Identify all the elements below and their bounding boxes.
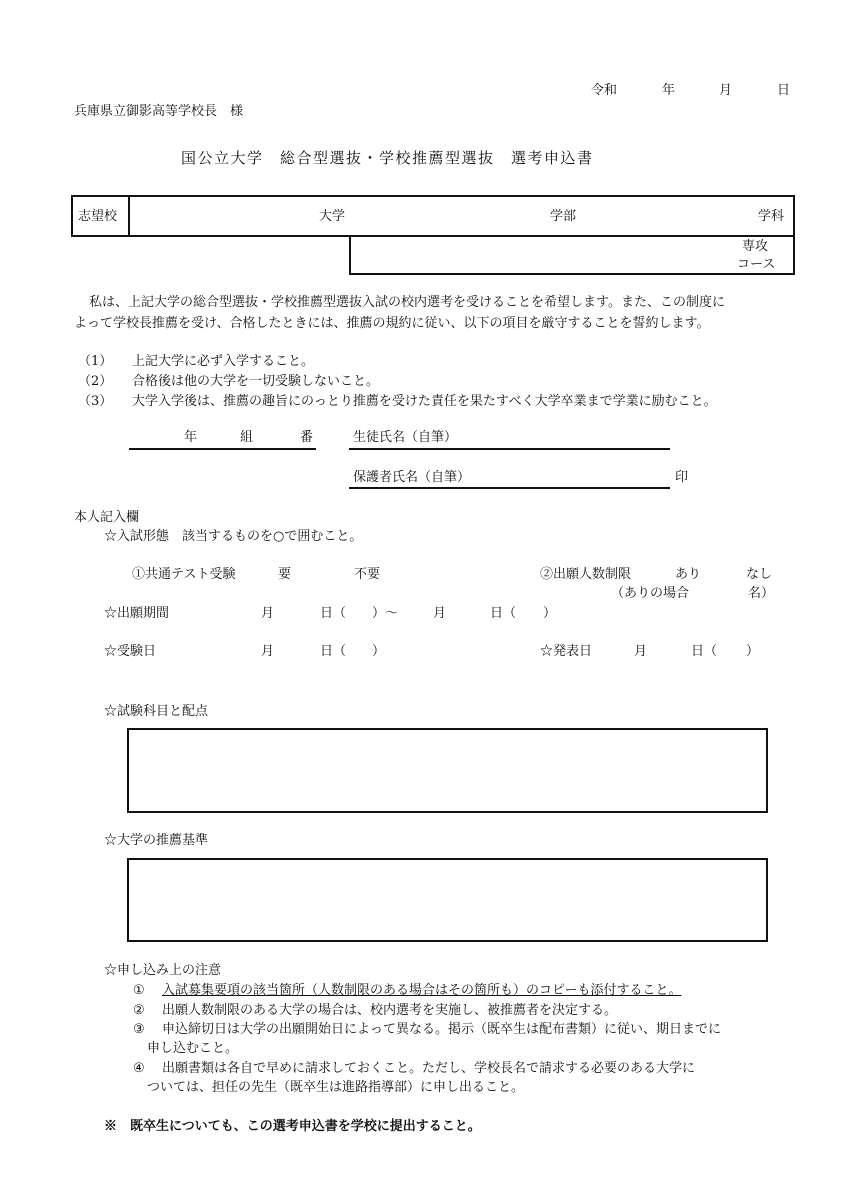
item-text: 合格後は他の大学を一切受験しないこと。 [132,374,380,389]
note-number: ② [133,1003,145,1018]
guardian-name-line[interactable] [349,487,670,489]
class-year-label: 年 [184,430,198,445]
pledge-line-1: 私は、上記大学の総合型選抜・学校推薦型選抜入試の校内選考を受けることを希望します。また、この制度に [89,295,725,310]
note-number: ③ [133,1022,145,1037]
note-text: 申込締切日は大学の出願開始日によって異なる。掲示（既卒生は配布書類）に従い、期日までに [162,1022,722,1037]
announce-day: 日（ [691,644,718,659]
exam-day-close: ） [372,644,386,659]
limit-yes[interactable]: あり [675,567,702,582]
common-test-not-required[interactable]: 不要 [354,567,381,582]
announce-close: ） [746,644,760,659]
date-year: 年 [662,83,676,98]
announce-label: ☆発表日 [540,644,593,659]
choice-divider [128,195,130,237]
date-era: 令和 [591,83,618,98]
criteria-box[interactable] [127,858,768,942]
choice-label: 志望校 [78,209,118,224]
notes-heading: ☆申し込み上の注意 [104,963,222,978]
addressee: 兵庫県立御影高等学校長 様 [74,104,244,119]
page-title: 国公立大学 総合型選抜・学校推薦型選抜 選考申込書 [181,149,594,167]
exam-day-day: 日（ [320,644,347,659]
major-box [349,235,795,275]
class-group-label: 組 [240,430,254,445]
period-start-month: 月 [261,606,275,621]
choice-department[interactable]: 学科 [758,209,785,224]
student-name-label: 生徒氏名（自筆） [353,430,458,445]
note-text: 入試募集要項の該当箇所（人数制限のある場合はその箇所も）のコピーも添付すること。 [162,983,682,998]
limit-note-close: 名） [748,586,775,601]
guardian-name-label: 保護者氏名（自筆） [353,470,471,485]
limit-no[interactable]: なし [746,567,773,582]
note-text: 申し込むこと。 [147,1041,239,1056]
note-number: ① [133,983,145,998]
exam-day-month: 月 [261,644,275,659]
announce-month: 月 [634,644,648,659]
subjects-label: ☆試験科目と配点 [104,704,209,719]
note-number: ④ [133,1061,145,1076]
period-label: ☆出願期間 [104,606,170,621]
period-end-close: ） [543,606,557,621]
choice-course[interactable]: コース [737,257,776,272]
pledge-line-2: よって学校長推薦を受け、合格したときには、推薦の規約に従い、以下の項目を厳守することを誓約します。 [74,316,710,331]
choice-university[interactable]: 大学 [319,209,346,224]
item-text: 上記大学に必ず入学すること。 [132,354,315,369]
student-name-line[interactable] [349,448,670,450]
period-tilde: ）～ [372,606,399,621]
class-number-label: 番 [300,430,314,445]
period-end-month: 月 [433,606,447,621]
common-test-label: ①共通テスト受験 [132,567,236,582]
limit-note-open: （ありの場合 [611,586,690,601]
item-text: 大学入学後は、推薦の趣旨にのっとり推薦を受けた責任を果たすべく大学卒業まで学業に励むこと。 [132,394,717,409]
date-day: 日 [777,83,791,98]
choice-faculty[interactable]: 学部 [550,209,577,224]
choice-box [71,195,795,237]
limit-label: ②出願人数制限 [540,567,632,582]
period-start-day: 日（ [320,606,347,621]
item-number: （3） [78,394,113,409]
class-underline [129,448,316,450]
period-end-day: 日（ [490,606,517,621]
common-test-required[interactable]: 要 [278,567,292,582]
exam-form-label: ☆入試形態 該当するものを○で囲むこと。 [104,529,363,544]
date-month: 月 [719,83,733,98]
criteria-label: ☆大学の推薦基準 [104,833,209,848]
note-text: ついては、担任の先生（既卒生は進路指導部）に申し出ること。 [147,1080,525,1095]
exam-day-label: ☆受験日 [104,644,157,659]
item-number: （2） [78,374,113,389]
self-section-heading: 本人記入欄 [74,510,140,525]
footer-note: ※ 既卒生についても、この選考申込書を学校に提出すること。 [104,1119,481,1134]
note-text: 出願書類は各自で早めに請求しておくこと。ただし、学校長名で請求する必要のある大学に [162,1061,696,1076]
choice-major[interactable]: 専攻 [742,239,769,254]
seal-mark: 印 [675,470,689,485]
subjects-box[interactable] [127,728,768,813]
item-number: （1） [78,354,113,369]
note-text: 出願人数制限のある大学の場合は、校内選考を実施し、被推薦者を決定する。 [162,1003,618,1018]
